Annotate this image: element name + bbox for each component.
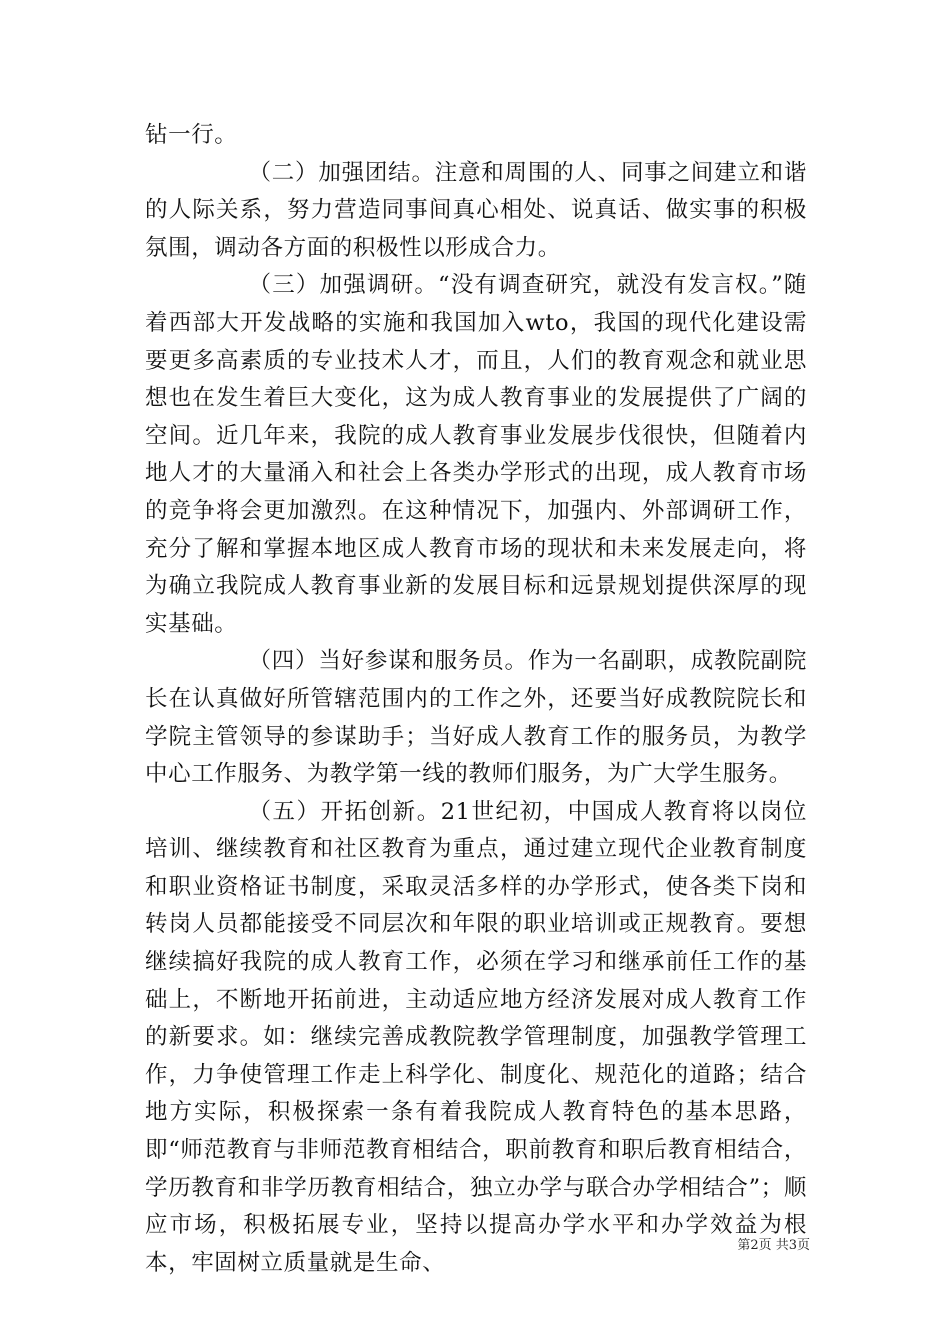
page-number-footer: 第2页 共3页 bbox=[737, 1238, 810, 1253]
paragraph-service: （四）当好参谋和服务员。作为一名副职，成教院副院长在认真做好所管辖范围内的工作之外，还要当好成教院院长和学院主管领导的参谋助手；当好成人教育工作的服务员，为教学中心工作服务、为教学第一线的教师们服务，为广大学生服务。 bbox=[145, 648, 807, 788]
paragraph-innovation: （五）开拓创新。21世纪初，中国成人教育将以岗位培训、继续教育和社区教育为重点，通过建立现代企业教育制度和职业资格证书制度，采取灵活多样的办学形式，使各类下岗和转岗人员都能接受不同层次和年限的职业培训或正规教育。要想继续搞好我院的成人教育工作，必须在学习和继承前任工作的基础上，不断地开拓前进，主动适应地方经济发展对成人教育工作的新要求。如：继续完善成教院教学管理制度，加强教学管理工作，力争使管理工作走上科学化、制度化、规范化的道路；结合地方实际，积极探索一条有着我院成人教育特色的基本思路，即“师范教育与非师范教育相结合，职前教育和职后教育相结合，学历教育和非学历教育相结合，独立办学与联合办学相结合”；顺应市场，积极拓展专业，坚持以提高办学水平和办学效益为根本，牢固树立质量就是生命、 bbox=[145, 798, 807, 1276]
paragraph-continuation: 钻一行。 bbox=[145, 122, 238, 148]
body-text bbox=[145, 117, 807, 1282]
paragraph-research: （三）加强调研。“没有调查研究，就没有发言权。”随着西部大开发战略的实施和我国加入wto，我国的现代化建设需要更多高素质的专业技术人才，而且，人们的教育观念和就业思想也在发生着巨大变化，这为成人教育事业的发展提供了广阔的空间。近几年来，我院的成人教育事业发展步伐很快，但随着内地人才的大量涌入和社会上各类办学形式的出现，成人教育市场的竞争将会更加激烈。在这种情况下，加强内、外部调研工作，充分了解和掌握本地区成人教育市场的现状和未来发展走向，将为确立我院成人教育事业新的发展目标和远景规划提供深厚的现实基础。 bbox=[145, 272, 807, 637]
paragraph-unity: （二）加强团结。注意和周围的人、同事之间建立和谐的人际关系，努力营造同事间真心相处、说真话、做实事的积极氛围，调动各方面的积极性以形成合力。 bbox=[145, 159, 807, 261]
